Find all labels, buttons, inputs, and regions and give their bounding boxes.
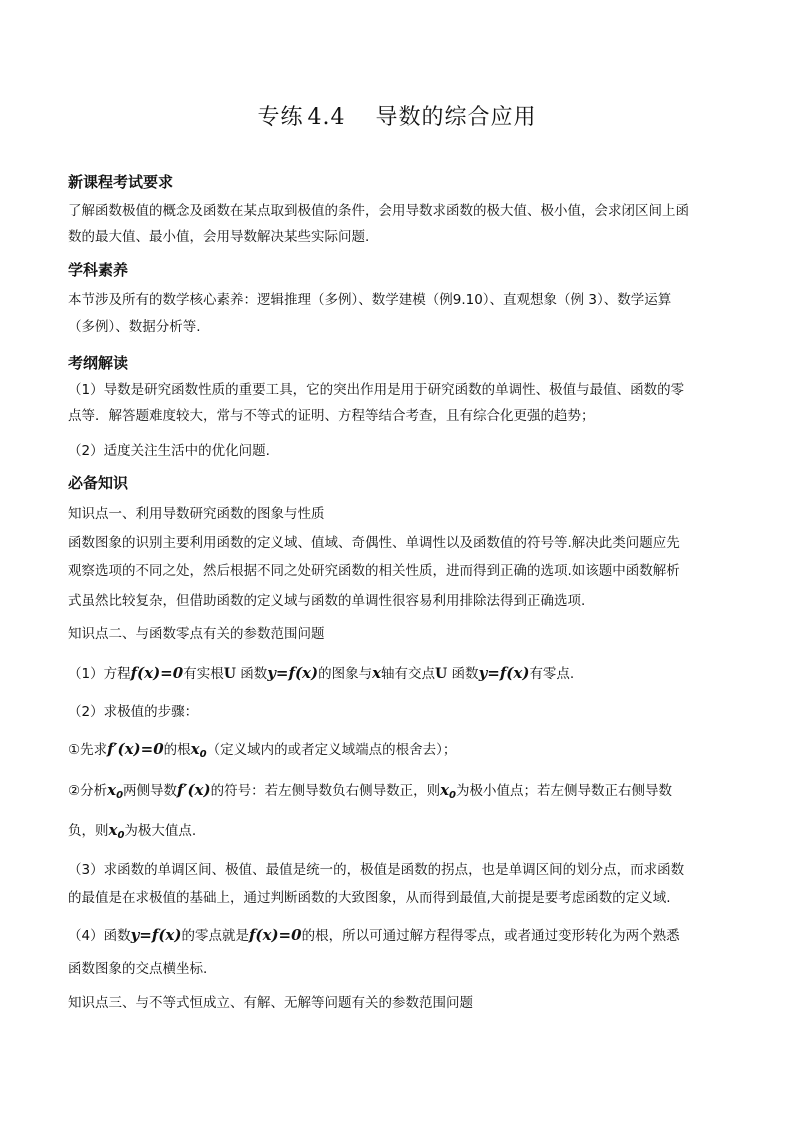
math-expression: f(x)=0 bbox=[248, 926, 302, 944]
text-run: 有零点. bbox=[529, 666, 575, 682]
math-expression: x bbox=[190, 740, 200, 758]
outline-heading: 考纲解读 bbox=[68, 354, 129, 372]
knowledge-heading: 必备知识 bbox=[68, 474, 129, 492]
text-run: 轴有交点 bbox=[381, 666, 436, 682]
math-subscript: 0 bbox=[199, 749, 207, 760]
text-run: 为极小值点；若左侧导数正右侧导数 bbox=[456, 783, 672, 799]
math-expression: x bbox=[108, 821, 118, 839]
text-run: 的根 bbox=[163, 742, 191, 758]
page-title bbox=[0, 100, 794, 131]
knowledge-1-text-2: 观察选项的不同之处，然后根据不同之处研究函数的相关性质，进而得到正确的选项.如该题中函数解析 bbox=[68, 563, 680, 579]
text-run: 的图象与 bbox=[318, 666, 373, 682]
knowledge-1-text-3: 式虽然比较复杂，但借助函数的定义域与函数的单调性很容易利用排除法得到正确选项. bbox=[68, 593, 586, 609]
text-run: （4）函数 bbox=[68, 928, 131, 944]
math-expression: y=f(x) bbox=[130, 926, 182, 944]
math-expression: y=f(x) bbox=[478, 664, 530, 682]
math-expression: y=f(x) bbox=[267, 664, 319, 682]
math-expression: x bbox=[372, 664, 382, 682]
knowledge-2-para-1 bbox=[68, 664, 728, 683]
text-run: ②分析 bbox=[68, 783, 108, 799]
knowledge-2-para-6-line-2: 的最值是在求极值的基础上，通过判断函数的大致图象，从而得到最值,大前提是要考虑函数的定义域. bbox=[68, 890, 671, 906]
math-expression: f(x)=0 bbox=[130, 664, 184, 682]
title-text: 导数的综合应用 bbox=[375, 105, 537, 130]
math-expression: f′(x) bbox=[177, 781, 211, 799]
literacy-text-2: （多例）、数据分析等. bbox=[68, 319, 201, 335]
knowledge-2-para-4 bbox=[68, 781, 728, 805]
math-expression: x bbox=[107, 781, 117, 799]
knowledge-2-para-6-line-1: （3）求函数的单调区间、极值、最值是统一的，极值是函数的拐点，也是单调区间的划分点，而求函数 bbox=[68, 862, 685, 878]
outline-text-1: （1）导数是研究函数性质的重要工具，它的突出作用是用于研究函数的单调性、极值与最值、函数的零 bbox=[68, 382, 685, 398]
title-number: 4.4 bbox=[307, 105, 346, 130]
text-run: 有实根 bbox=[183, 666, 224, 682]
text-run: 两侧导数 bbox=[123, 783, 178, 799]
outline-text-3: （2）适度关注生活中的优化问题. bbox=[68, 443, 270, 459]
text-run: 函数 bbox=[235, 666, 268, 682]
math-subscript: 0 bbox=[117, 830, 125, 841]
text-run: 函数 bbox=[447, 666, 479, 682]
knowledge-2-para-2: （2）求极值的步骤： bbox=[68, 704, 199, 720]
text-run: 负，则 bbox=[68, 823, 109, 839]
knowledge-2-para-7-line-2: 函数图象的交点横坐标. bbox=[68, 961, 208, 977]
math-subscript: 0 bbox=[116, 790, 124, 801]
knowledge-1-text-1: 函数图象的识别主要利用函数的定义域、值域、奇偶性、单调性以及函数值的符号等.解决此类问题应先 bbox=[68, 535, 680, 551]
text-run: （定义域内的或者定义域端点的根舍去）； bbox=[206, 742, 457, 758]
knowledge-1-title: 知识点一、利用导数研究函数的图象与性质 bbox=[68, 506, 325, 522]
text-run: 的根，所以可通过解方程得零点，或者通过变形转化为两个熟悉 bbox=[301, 928, 680, 944]
text-run: 的零点就是 bbox=[181, 928, 249, 944]
requirement-text-2: 数的最大值、最小值，会用导数解决某些实际问题. bbox=[68, 229, 370, 245]
math-symbol: U bbox=[435, 666, 448, 682]
outline-text-2: 点等．解答题难度较大，常与不等式的证明、方程等结合考查，且有综合化更强的趋势； bbox=[68, 408, 595, 424]
knowledge-2-title: 知识点二、与函数零点有关的参数范围问题 bbox=[68, 626, 325, 642]
text-run: （1）方程 bbox=[68, 666, 131, 682]
math-expression: f′(x)=0 bbox=[107, 740, 164, 758]
literacy-text-1: 本节涉及所有的数学核心素养：逻辑推理（多例）、数学建模（例9.10）、直观想象（例 3）、数学运算 bbox=[68, 292, 672, 308]
knowledge-2-para-7 bbox=[68, 926, 728, 945]
requirement-heading: 新课程考试要求 bbox=[68, 173, 174, 191]
math-symbol: U bbox=[223, 666, 236, 682]
text-run: 的符号：若左侧导数负右侧导数正，则 bbox=[210, 783, 441, 799]
knowledge-2-para-3 bbox=[68, 740, 728, 764]
knowledge-3-title: 知识点三、与不等式恒成立、有解、无解等问题有关的参数范围问题 bbox=[68, 995, 473, 1011]
text-run: 为极大值点. bbox=[124, 823, 197, 839]
literacy-heading: 学科素养 bbox=[68, 261, 129, 279]
math-expression: x bbox=[440, 781, 450, 799]
requirement-text-1: 了解函数极值的概念及函数在某点取到极值的条件，会用导数求函数的极大值、极小值，会求闭区间上函 bbox=[68, 203, 689, 219]
title-prefix: 专练 bbox=[257, 105, 304, 130]
text-run: ①先求 bbox=[68, 742, 108, 758]
math-subscript: 0 bbox=[449, 790, 456, 801]
knowledge-2-para-5 bbox=[68, 821, 728, 845]
